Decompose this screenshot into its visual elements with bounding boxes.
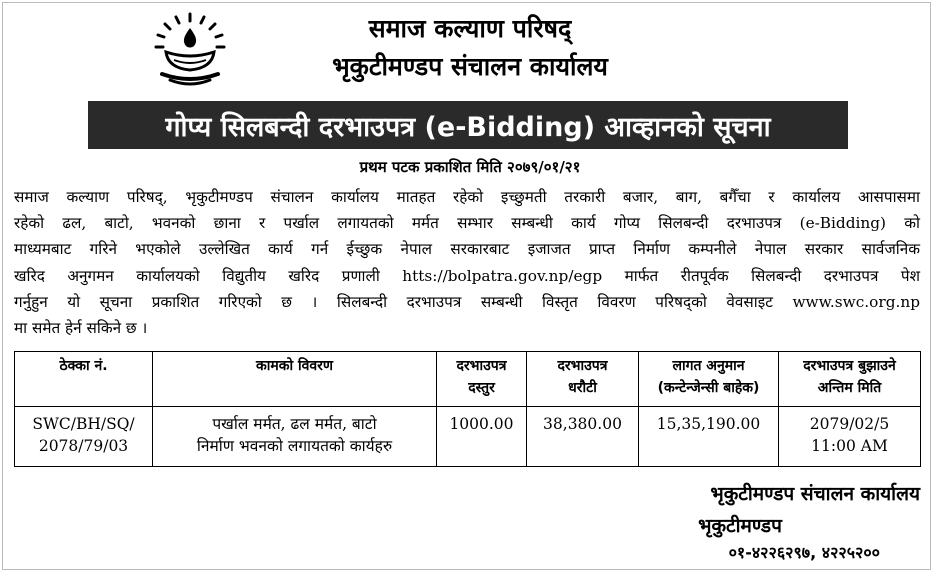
cell-bid-deposit: 38,380.00 xyxy=(527,407,639,467)
header-bid-fee: दरभाउपत्र दस्तुर xyxy=(437,352,527,407)
header-bid-deposit: दरभाउपत्र धरौटी xyxy=(527,352,639,407)
notice-title-banner xyxy=(88,101,848,149)
notice-body-line: मा समेत हेर्न सकिने छ । xyxy=(14,319,148,338)
notice-body-line: रहेको ढल, बाटो, भवनको छाना र पर्खाल लगायतको मर्मत सम्भार सम्बन्धी कार्य गोप्य सिलबन्दी दरभाउपत्र (e-Bidding) को xyxy=(14,214,920,233)
header-work-description: कामको विवरण xyxy=(153,352,437,407)
first-published-date: प्रथम पटक प्रकाशित मिति २०७९/०१/२१ xyxy=(359,158,581,176)
notice-body-line: खरिद अनुगमन कार्यालयको विद्युतीय खरिद प्रणाली htts://bolpatra.gov.np/egp मार्फत रीतपूर्वक सिलबन्दी दरभाउपत्र पेश xyxy=(14,266,920,285)
cell-contract-no: SWC/BH/SQ/ 2078/79/03 xyxy=(15,407,153,467)
table-header-row xyxy=(15,352,921,407)
header-contract-no: ठेक्का नं. xyxy=(15,352,153,407)
organization-name: समाज कल्याण परिषद् xyxy=(368,14,572,43)
notice-body-line: गर्नुहुन यो सूचना प्रकाशित गरिएको छ । सिलबन्दी दरभाउपत्र सम्बन्धी विस्तृत विवरण परिषद्को वेवसाइट www.swc.org.np xyxy=(14,292,920,311)
header-cost-estimate: लागत अनुमान (कन्टेन्जेन्सी बाहेक) xyxy=(639,352,779,407)
cell-bid-fee: 1000.00 xyxy=(437,407,527,467)
header-submission-deadline: दरभाउपत्र बुझाउने अन्तिम मिति xyxy=(779,352,921,407)
table-row xyxy=(15,407,921,467)
notice-body-line: माध्यमबाट गरिने भएकोले उल्लेखित कार्य गर्न ईच्छुक नेपाल सरकारबाट इजाजत प्राप्त निर्माण कम्पनीले नेपाल सरकार सार्वजनिक xyxy=(14,240,920,259)
swc-emblem-icon xyxy=(150,10,230,90)
cell-submission-deadline: 2079/02/5 11:00 AM xyxy=(779,407,921,467)
cell-cost-estimate: 15,35,190.00 xyxy=(639,407,779,467)
signature-place: भृकुटीमण्डप xyxy=(698,515,782,537)
signature-office: भृकुटीमण्डप संचालन कार्यालय xyxy=(710,483,920,505)
tender-table xyxy=(14,351,921,467)
signature-phone: ०१-४२२६२९७, ४२२५२०० xyxy=(728,543,880,562)
notice-body xyxy=(14,184,920,341)
notice-body-line: समाज कल्याण परिषद्, भृकुटीमण्डप संचालन कार्यालय मातहत रहेको इच्छुमती तरकारी बजार, बाग, बगैँचा र कार्यालय आसपासमा xyxy=(14,188,920,206)
notice-title: गोप्य सिलबन्दी दरभाउपत्र (e-Bidding) आव्हानको सूचना xyxy=(165,111,771,143)
cell-work-description: पर्खाल मर्मत, ढल मर्मत, बाटो निर्माण भवनको लगायतको कार्यहरु xyxy=(153,407,437,467)
office-name: भृकुटीमण्डप संचालन कार्यालय xyxy=(332,52,608,81)
